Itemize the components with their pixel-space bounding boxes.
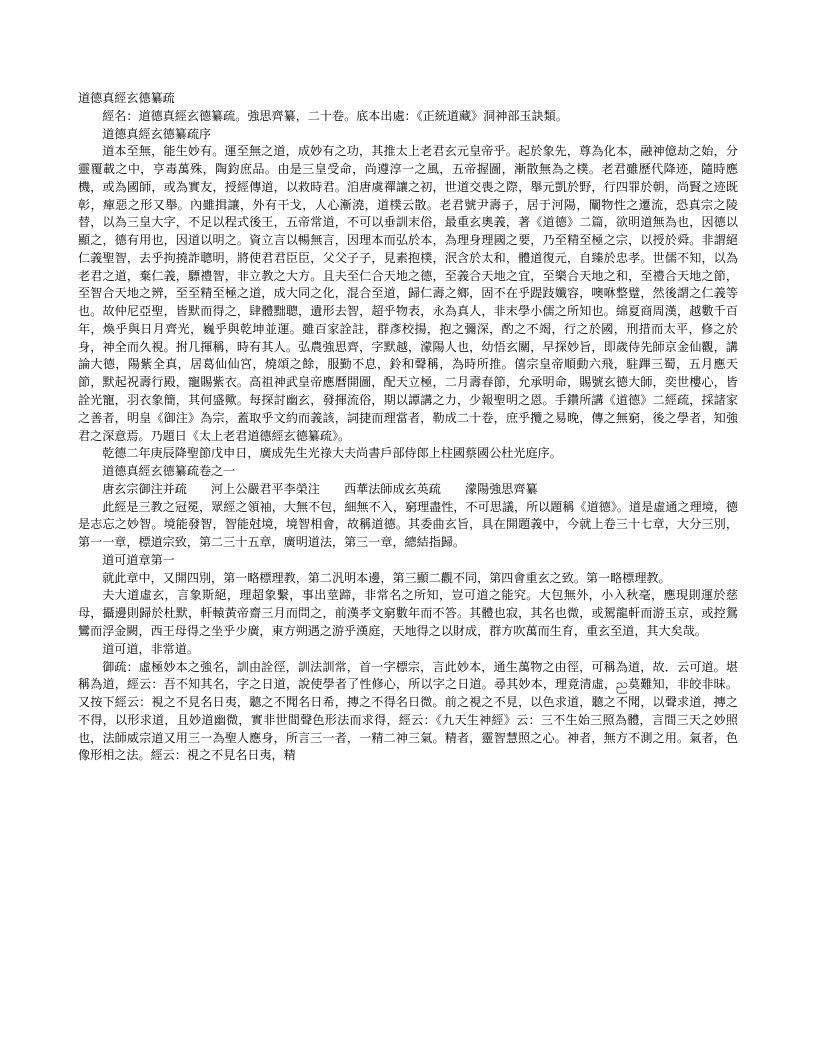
paragraph: 道本至無，能生妙有。運至無之道，成妙有之功，其推太上老君玄元皇帝乎。起於象先，尊為化本，融神億劫之始，分靈覆載之中，亨毒萬殊，陶鈞庶品。由是三皇受命，尚遵淳一之風，五帝握圖，漸散無為之樸。老君雖歷代降迹，隨時應機，或為國師，或為實友，授經傳道，以救時君。洎唐虞禪讓之初，世道交喪之際，舉元凱於野，行四罪於朝，尚賢之迹既彰，癉惡之形又舉。內雖揖讓，外有干戈，人心漸澆，道樸云散。老君號尹壽子，居于河陽，闡物性之遷流，恐真宗之陵替，以為三皇大字，不足以程式後王，五帝常道，不可以垂訓末俗，最重玄奧義，著《道德》二篇，欲明道無為也，因德以顯之，德有用也，因道以明之。資立言以暢無言，因理本而弘於本，為理身理國之要，乃至精至極之宗，以授於舜。非謂絕仁義聖智，去乎拘撓詐聰明，將使君君臣臣，父父子子，見素抱樸，泯含於太和，體道復元，自臻於忠孝。世儒不知，以為老君之道，棄仁義，驃禮智，非立教之大方。且夫至仁合天地之德，至義合天地之宜，至樂合天地之和，至禮合天地之節，至智合天地之辨，至至精至極之道，成大同之化，混合至道，歸仁壽之鄉，固不在乎踶跂孅容，噢咻整躄，然後謂之仁義等也。故仲尼亞聖，皆默而得之，肆體黜聰，遺形去智，超乎物表，永為真人，非末學小儒之所知也。綿夏商周漢，越數千百年，煥乎與日月齊光，巍乎與乾坤並運。雖百家詮註，群彥校揚，抱之彌深，酌之不竭，行之於國，刑措而太平，修之於身，神全而久視。拊几揮稱，時有其人。弘農強思齊，字默越，濛陽人也，幼悟玄關，早探妙旨，即歲侍先師京金仙觀，講論大德，陽紫全真，居葛仙仙宮，燒頌之餘，服勤不息，鈴和聲稱，為時所推。僖宗皇帝順動六飛，駐蹕三蜀，五月應天節，默起祝壽行殿，寵賜紫衣。高祖神武皇帝應曆開圖，配天立極，二月壽春節，允承明命，賜號玄德大師，奕世樓心，皆詮光寵，羽衣象簡，其何盛歟。每探討幽玄，發揮流俗，期以譚講之力，少報聖明之恩。手鑽所講《道德》二經疏，採諸家之善者，明皇《御注》為宗，蓋取乎文約而義該，詞捷而理當者，勒成二十卷，庶乎攬之易晚，傳之無窮，後之學者，知強君之深意焉。乃題日《太上老君道德經玄德纂疏》。	[78, 144, 738, 443]
paragraph: 道可道，非常道。	[102, 641, 199, 656]
paragraph: 就此章中，又開四別，第一略標理教，第二汎明本邊，第三顯二觀不同，第四會重玄之致。第一略標理教。	[102, 570, 671, 585]
paragraph: 唐玄宗御注并疏 河上公嚴君平李榮注 西華法師成玄英疏 濛陽強思齊纂	[102, 481, 538, 496]
document-body	[78, 90, 738, 765]
paragraph: 夫大道虛玄，言象斯絕，理超象繫，事出莖蹄，非常名之所知，豈可道之能究。大包無外，小入秋毫，應現則運於慈母，攝邊則歸於杜默，軒轅黃帝齋三月而問之，前漢孝文窮數年而不答。其體也寂，其名也微，或駕龍軒而游玉京，或控鴛鸞而浮金闕，西王母得之坐乎少廣，東方朔遇之游乎漢庭，天地得之以財成，群方吹萬而生育，重玄至道，其大矣哉。	[78, 588, 738, 638]
paragraph: 經名：道德真經玄德纂疏。強思齊纂，二十卷。底本出處：《正統道藏》洞神部玉訣類。	[102, 108, 568, 123]
paragraph: 此經是三教之冠冕，眾經之領袖，大無不包，細無不入，窮理盡性，不可思議，所以題稱《道德》。道是虛通之理境，德是志忘之妙智。境能發智，智能尅境，境智相會，故稱道德。其委曲玄旨，具在開題義中，今就上卷三十七章，大分三別，第一一章，標道宗致，第二三十五章，廣明道法，第三一章，總結指歸。	[78, 499, 738, 550]
paragraph: 道德真經玄德纂疏序	[102, 126, 212, 141]
paragraph: 道德真經玄德纂疏	[78, 91, 175, 105]
paragraph: 道可道章第一	[102, 552, 175, 567]
paragraph: 道德真經玄德纂疏卷之一	[102, 464, 236, 479]
paragraph: 御疏：虛極妙本之強名，訓由詮徑，訓法訓常，首一字標宗，言此妙本，通生萬物之由徑，可稱為道，故．云可道。堪稱為道，經云：吾不知其名，字之日道，說使學者了性修心，所以字之日道。尋其妙本，理竟清虛，ည莫難知，非皎非昧。又按下經云：視之不見名日夷，聽之不聞名日希，摶之不得名日微。前之視之不見，以色求道，聽之不聞，以聲求道，摶之不得，以形求道，且妙道幽微，實非世間聲色形法而求得，經云：《九天生神經》云：三不生始三照為體，言間三天之妙照也，法師威宗道又用三一為聖人應身，所言三一者，一精二神三氣。精者，靈智慧照之心。神者，無方不測之用。氣者，色像形相之法。經云：視之不見名日夷，精	[78, 659, 738, 763]
paragraph: 乾德二年庚辰降聖節戊申日，廣成先生光祿大夫尚書戶部侍郎上柱國蔡國公杜光庭序。	[102, 446, 562, 461]
